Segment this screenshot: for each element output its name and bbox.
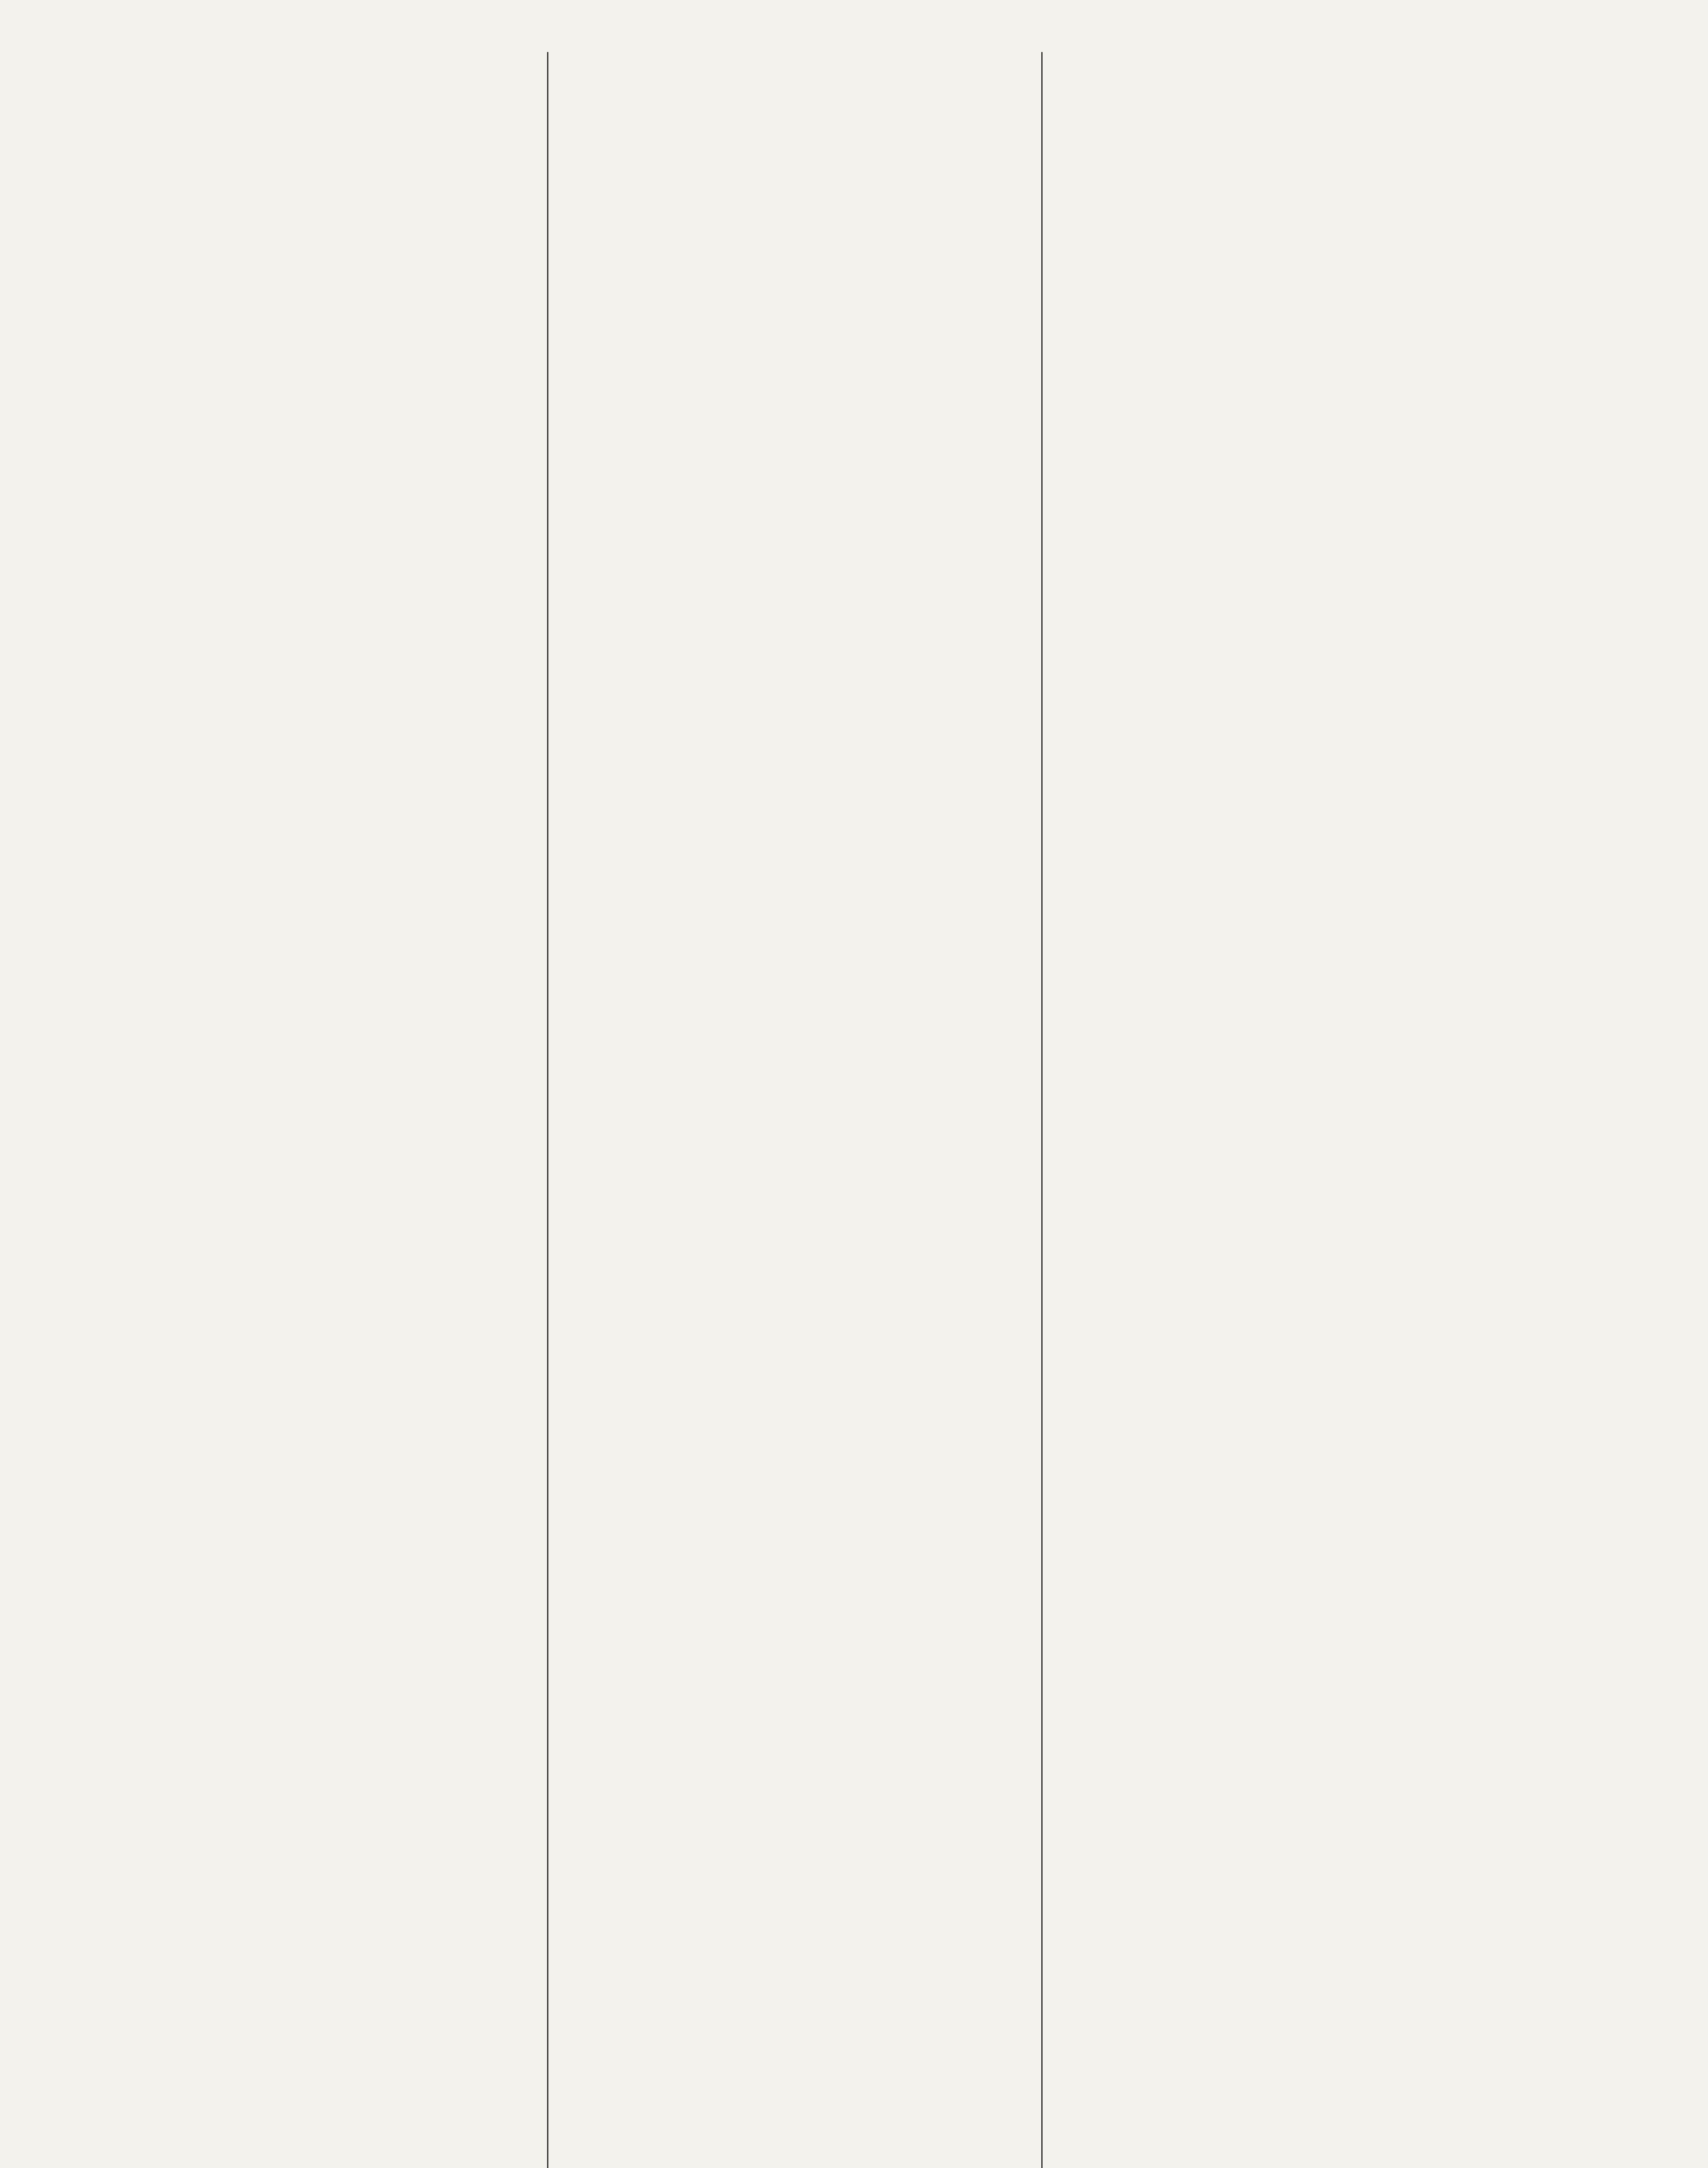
- column-rule: [1041, 52, 1043, 2168]
- column-latest-news: [1049, 52, 1682, 2168]
- column-local-news: [39, 52, 538, 2168]
- column-weather-marne: [559, 52, 1036, 2168]
- column-rule: [547, 52, 548, 2168]
- newspaper-page: [17, 9, 1691, 2168]
